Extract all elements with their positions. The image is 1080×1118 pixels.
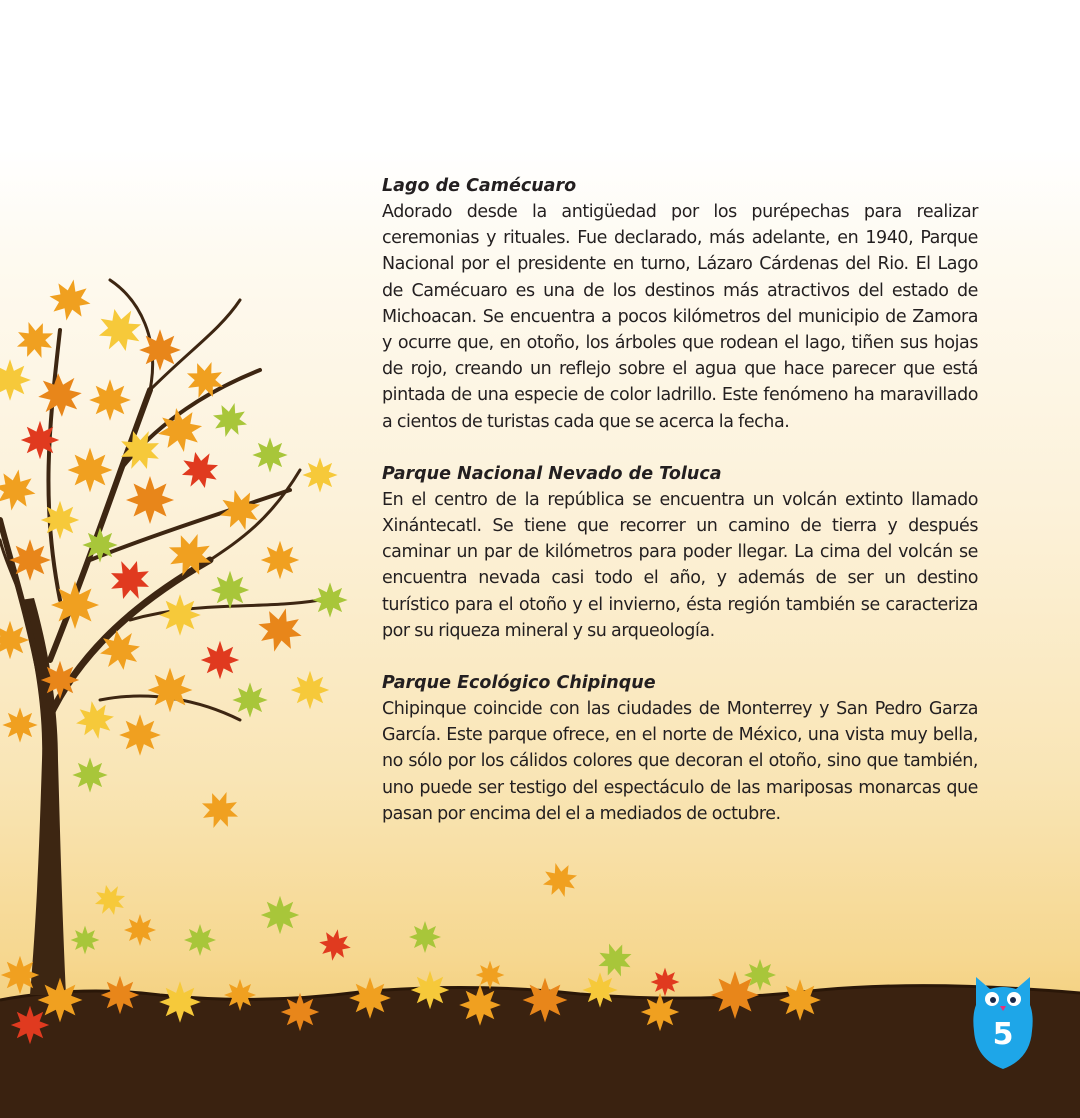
article <box>382 173 978 853</box>
section-chipinque <box>382 670 978 827</box>
section-body: En el centro de la república se encuentra un volcán extinto llamado Xinántecatl. Se tiene que recorrer un camino de tierra y después caminar un par de kilómetros para poder llegar. La cima del volcán se encuentra nevada casi todo el año, y además de ser un destino turístico para el otoño y el invierno, ésta región también se caracteriza por su riqueza mineral y su arqueología. <box>382 489 978 641</box>
page-number-badge <box>972 975 1034 1071</box>
section-title: Lago de Camécuaro <box>382 176 577 196</box>
tree <box>0 276 348 995</box>
section-body: Chipinque coincide con las ciudades de Monterrey y San Pedro Garza García. Este parque ofrece, en el norte de México, una vista muy bella, no sólo por los cálidos colores que decoran el otoño, sino que también, uno puede ser testigo del espectáculo de las mariposas monarcas que pasan por encima del el a mediados de octubre. <box>382 699 978 824</box>
page-number: 5 <box>992 1017 1014 1052</box>
section-nevado-toluca <box>382 461 978 644</box>
section-lago-camecuaro <box>382 173 978 435</box>
section-body: Adorado desde la antigüedad por los purépechas para realizar ceremonias y rituales. Fue declarado, más adelante, en 1940, Parque Nacional por el presidente en turno, Lázaro Cárdenas del Rio. El Lago de Camécuaro es una de los destinos más atractivos del estado de Michoacan. Se encuentra a pocos kilómetros del municipio de Zamora y ocurre que, en otoño, los árboles que rodean el lago, tiñen sus hojas de rojo, creando un reflejo sobre el agua que hace parecer que está pintada de una especie de color ladrillo. Este fenómeno ha maravillado a cientos de turistas cada que se acerca la fecha. <box>382 202 978 432</box>
section-title: Parque Ecológico Chipinque <box>382 673 656 694</box>
section-title: Parque Nacional Nevado de Toluca <box>382 463 722 484</box>
